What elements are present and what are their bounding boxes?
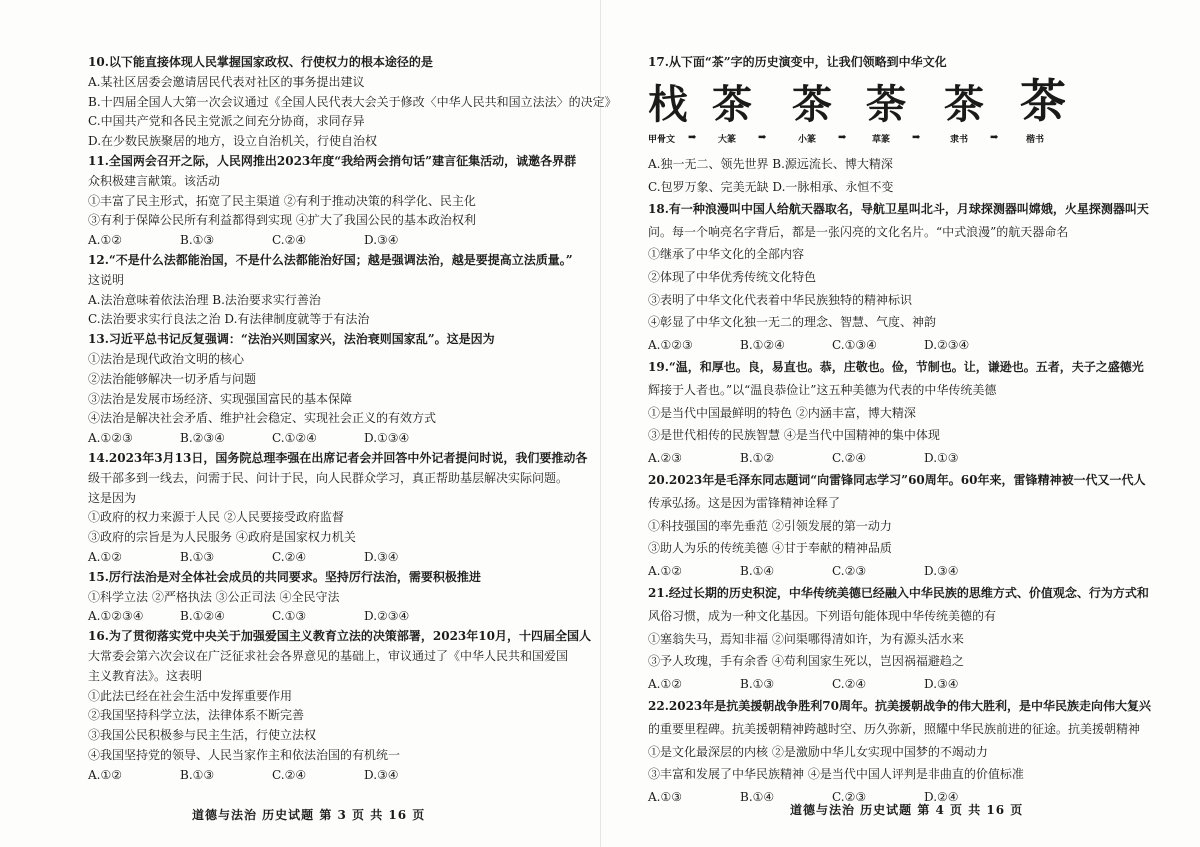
answer-option: B.②③④ xyxy=(180,431,225,446)
answer-option: C.②④ xyxy=(832,450,867,465)
answer-option: C.①②④ xyxy=(272,431,317,446)
question-stem: 20.2023年是毛泽东同志题词“向雷锋同志学习”60周年。60年来，雷锋精神被一代又一代人 xyxy=(648,473,1146,488)
answer-options xyxy=(88,767,444,783)
question-text-line: ③我国公民积极参与民主生活，行使立法权 xyxy=(88,728,317,743)
question-text-line: 问。每一个响亮名字背后，都是一张闪亮的文化名片。“中式浪漫”的航天器命名 xyxy=(648,224,1069,239)
answer-option: C.②③ xyxy=(832,789,867,804)
question-text-line: ④我国坚持党的领导、人民当家作主和依法治国的有机统一 xyxy=(88,748,401,762)
answer-option: D.③④ xyxy=(924,676,959,691)
answer-options xyxy=(648,563,1004,579)
script-style-label: 草篆 xyxy=(872,135,891,145)
answer-option: B.①③ xyxy=(180,550,215,564)
tea-glyph: 茶 xyxy=(792,81,832,128)
answer-option: B.①② xyxy=(740,450,775,465)
answer-option: B.①②④ xyxy=(180,609,225,624)
question-text-line: 主义教育法》。这表明 xyxy=(88,668,203,683)
arrow-right-icon: ➡ xyxy=(758,132,767,143)
answer-option: D.③④ xyxy=(364,550,399,564)
question-text-line: ①塞翁失马，焉知非福 ②问渠哪得清如许，为有源头活水来 xyxy=(648,631,964,646)
question-text-line: ①政府的权力来源于人民 ②人民要接受政府监督 xyxy=(88,510,344,525)
answer-option: A.①② xyxy=(88,233,122,248)
question-stem: 21.经过长期的历史积淀，中华传统美德已经融入中华民族的思维方式、价值观念、行为方式和 xyxy=(648,586,1149,601)
question-stem: 10.以下能直接体现人民掌握国家政权、行使权力的根本途径的是 xyxy=(88,55,433,69)
answer-option: D.③④ xyxy=(364,767,399,782)
question-text-line: ①科技强国的率先垂范 ②引领发展的第一动力 xyxy=(648,518,892,533)
tea-glyph: 茶 xyxy=(1020,74,1066,128)
script-style-label: 楷书 xyxy=(1026,135,1045,145)
question-17-title: 17.从下面“茶”字的历史演变中，让我们领略到中华文化 xyxy=(648,55,947,69)
question-text-line: ①是文化最深层的内核 ②是激励中华儿女实现中国梦的不竭动力 xyxy=(648,744,988,759)
script-style-label: 隶书 xyxy=(950,135,969,145)
question-text-line: ②法治能够解决一切矛盾与问题 xyxy=(88,371,257,386)
answer-option: D.①③④ xyxy=(364,431,410,446)
question-text-line: ③助人为乐的传统美德 ④甘于奉献的精神品质 xyxy=(648,541,892,556)
question-text-line: 辉接于人者也。”以“温良恭俭让”这五种美德为代表的中华传统美德 xyxy=(648,383,997,397)
question-text-line: 的重要里程碑。抗美援朝精神跨越时空、历久弥新，照耀中华民族前进的征途。抗美援朝精神 xyxy=(648,722,1141,736)
question-stem: 15.厉行法治是对全体社会成员的共同要求。坚持厉行法治，需要积极推进 xyxy=(88,569,481,584)
question-text-line: A.独一无二、领先世界 B.源远流长、博大精深 xyxy=(648,157,893,171)
question-text-line: ③表明了中华文化代表着中华民族独特的精神标识 xyxy=(648,292,913,307)
answer-option: A.①②③④ xyxy=(88,609,144,624)
question-text-line: C.包罗万象、完美无缺 D.一脉相承、永恒不变 xyxy=(648,179,894,194)
question-stem: 12.“不是什么法都能治国，不是什么法都能治好国；越是强调法治，越是要提高立法质量。” xyxy=(88,253,573,267)
answer-options xyxy=(648,450,1004,466)
answer-options xyxy=(88,608,444,624)
answer-option: C.①③ xyxy=(272,609,307,624)
question-text-line: ③有利于保障公民所有利益都得到实现 ④扩大了我国公民的基本政治权利 xyxy=(88,213,476,228)
page-3-footer: 道德与法治 历史试题 第 3 页 共 16 页 xyxy=(192,808,426,822)
question-text-line: ③是世代相传的民族智慧 ④是当代中国精神的集中体现 xyxy=(648,428,940,443)
question-stem: 16.为了贯彻落实党中央关于加强爱国主义教育立法的决策部署，2023年10月，十四届全国人 xyxy=(88,629,591,644)
answer-option: A.②③ xyxy=(648,450,682,465)
answer-option: D.②③④ xyxy=(364,609,410,624)
question-text-line: ②我国坚持科学立法，法律体系不断完善 xyxy=(88,708,305,723)
page-fold-divider xyxy=(600,0,601,847)
question-text-line: ④法治是解决社会矛盾、维护社会稳定、实现社会正义的有效方式 xyxy=(88,411,437,426)
tea-character-evolution xyxy=(648,74,1118,148)
question-text-line: A.法治意味着依法治理 B.法治要求实行善治 xyxy=(88,292,321,307)
answer-option: B.①④ xyxy=(740,789,775,804)
answer-option: A.①②③ xyxy=(648,337,693,352)
question-text-line: ①此法已经在社会生活中发挥重要作用 xyxy=(88,688,293,703)
script-style-label: 大篆 xyxy=(718,135,737,145)
answer-option: A.①② xyxy=(88,550,122,564)
question-text-line: C.法治要求实行良法之治 D.有法律制度就等于有法治 xyxy=(88,312,370,327)
answer-option: A.①②③ xyxy=(88,431,133,446)
question-text-line: 众积极建言献策。该活动 xyxy=(88,173,221,188)
question-text-line: 级干部多到一线去，问需于民、问计于民，向人民群众学习，真正帮助基层解决实际问题。 xyxy=(88,470,569,485)
question-text-line: D.在少数民族聚居的地方，设立自治机关，行使自治权 xyxy=(88,134,378,149)
question-text-line: ①科学立法 ②严格执法 ③公正司法 ④全民守法 xyxy=(88,589,340,604)
answer-options xyxy=(88,549,444,565)
question-text-line: 风俗习惯，成为一种文化基因。下列语句能体现中华传统美德的有 xyxy=(648,609,997,623)
tea-glyph: 𣏾 xyxy=(648,81,688,128)
answer-option: A.①② xyxy=(648,563,682,578)
question-text-line: ②体现了中华优秀传统文化特色 xyxy=(648,270,817,284)
question-stem: 13.习近平总书记反复强调：“法治兴则国家兴，法治衰则国家乱”。这是因为 xyxy=(88,332,495,347)
script-style-label: 甲骨文 xyxy=(648,135,676,145)
question-stem: 14.2023年3月13日，国务院总理李强在出席记者会并回答中外记者提问时说，我们要推动各 xyxy=(88,451,588,465)
arrow-right-icon: ➡ xyxy=(688,132,697,143)
answer-option: B.①④ xyxy=(740,563,775,578)
script-style-label: 小篆 xyxy=(798,135,817,145)
answer-option: C.②④ xyxy=(272,767,307,782)
answer-options xyxy=(88,430,444,446)
question-text-line: 这说明 xyxy=(88,272,125,287)
answer-option: C.②④ xyxy=(832,676,867,691)
question-text-line: ①继承了中华文化的全部内容 xyxy=(648,247,805,262)
question-text-line: 传承弘扬。这是因为雷锋精神诠释了 xyxy=(648,496,841,510)
question-text-line: ①丰富了民主形式，拓宽了民主渠道 ②有利于推动决策的科学化、民主化 xyxy=(88,193,476,208)
arrow-right-icon: ➡ xyxy=(838,132,847,143)
answer-option: B.①②④ xyxy=(740,337,785,352)
answer-option: D.②④ xyxy=(924,789,959,804)
answer-option: B.①③ xyxy=(740,676,775,691)
answer-option: C.②④ xyxy=(272,550,307,564)
question-text-line: ①法治是现代政治文明的核心 xyxy=(88,352,245,366)
question-text-line: ③政府的宗旨是为人民服务 ④政府是国家权力机关 xyxy=(88,530,356,545)
question-stem: 22.2023年是抗美援朝战争胜利70周年。抗美援朝战争的伟大胜利，是中华民族走向伟大复兴 xyxy=(648,699,1151,714)
answer-option: D.③④ xyxy=(364,233,399,248)
arrow-right-icon: ➡ xyxy=(990,132,999,143)
question-stem: 11.全国两会召开之际，人民网推出2023年度“我给两会捎句话”建言征集活动，诚邀各界群 xyxy=(88,154,577,168)
question-text-line: ③丰富和发展了中华民族精神 ④是当代中国人评判是非曲直的价值标准 xyxy=(648,767,1024,782)
question-text-line: B.十四届全国人大第一次会议通过《全国人民代表大会关于修改〈中华人民共和国立法法〉的决定》 xyxy=(88,94,617,109)
question-text-line: ③法治是发展市场经济、实现强国富民的基本保障 xyxy=(88,391,353,406)
answer-option: C.②④ xyxy=(272,233,307,248)
answer-options xyxy=(648,676,1004,692)
question-stem: 19.“温，和厚也。良，易直也。恭，庄敬也。俭，节制也。让，谦逊也。五者，夫子之盛德光 xyxy=(648,360,1144,375)
answer-option: D.③④ xyxy=(924,563,959,578)
answer-option: A.①② xyxy=(648,676,682,691)
answer-option: A.①② xyxy=(88,767,122,782)
answer-option: D.①③ xyxy=(924,450,959,465)
answer-option: A.①③ xyxy=(648,789,682,804)
question-text-line: C.中国共产党和各民主党派之间充分协商，求同存异 xyxy=(88,114,365,129)
answer-option: C.①③④ xyxy=(832,337,877,352)
tea-glyph: 茶 xyxy=(944,81,984,128)
answer-option: B.①③ xyxy=(180,233,215,248)
answer-options xyxy=(88,232,444,248)
question-text-line: ③予人玫瑰，手有余香 ④苟利国家生死以，岂因祸福避趋之 xyxy=(648,654,964,669)
question-stem: 18.有一种浪漫叫中国人给航天器取名，导航卫星叫北斗，月球探测器叫嫦娥，火星探测器叫天 xyxy=(648,202,1149,217)
answer-options xyxy=(648,337,1004,353)
arrow-right-icon: ➡ xyxy=(912,132,921,143)
question-text-line: ④彰显了中华文化独一无二的理念、智慧、气度、神韵 xyxy=(648,315,937,330)
answer-option: D.②③④ xyxy=(924,337,970,352)
tea-glyph: 茶 xyxy=(712,81,752,128)
question-text-line: 这是因为 xyxy=(88,490,137,505)
question-text-line: 大常委会第六次会议在广泛征求社会各界意见的基础上，审议通过了《中华人民共和国爱国 xyxy=(88,649,569,663)
question-text-line: A.某社区居委会邀请居民代表对社区的事务提出建议 xyxy=(88,74,365,89)
page-4-footer: 道德与法治 历史试题 第 4 页 共 16 页 xyxy=(790,803,1024,817)
question-text-line: ①是当代中国最鲜明的特色 ②内涵丰富，博大精深 xyxy=(648,405,916,420)
tea-glyph: 荼 xyxy=(866,81,906,128)
answer-option: C.②③ xyxy=(832,563,867,578)
answer-option: B.①③ xyxy=(180,767,215,782)
